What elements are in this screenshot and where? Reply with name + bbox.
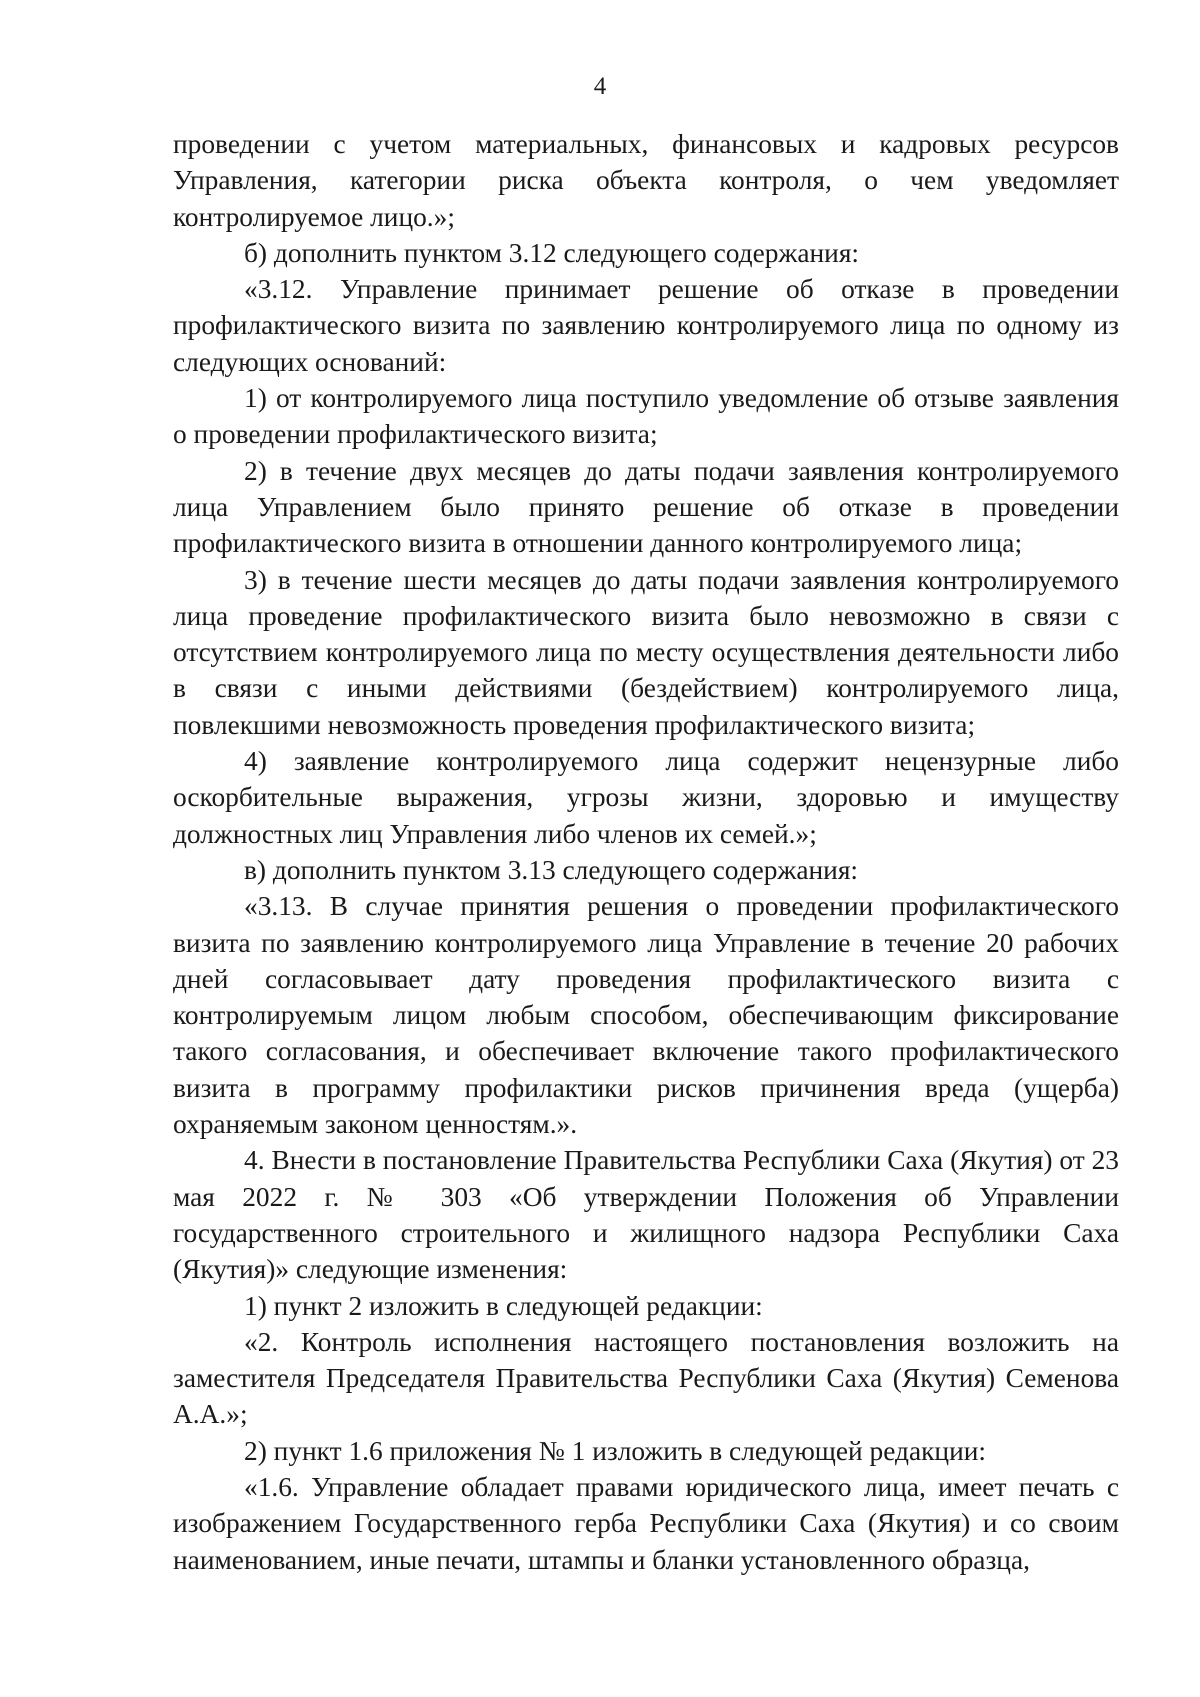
paragraph-section-4: 4. Внести в постановление Правительства Республики Саха (Якутия) от 23 мая 2022 г. № 303 «Об утверждении Положения об Управлении государственного строительного и жилищного надзора Республики Саха (Якутия)» следующие изменения: xyxy=(173,1145,1119,1285)
paragraph-item-v: в) дополнить пунктом 3.13 следующего содержания: xyxy=(244,854,859,885)
paragraph-change-1: 1) пункт 2 изложить в следующей редакции: xyxy=(244,1290,763,1321)
paragraph-clause-2: «2. Контроль исполнения настоящего постановления возложить на заместителя Председателя Правительства Республики Саха (Якутия) Семенова А.А.»; xyxy=(173,1326,1119,1430)
paragraph-clause-1-6: «1.6. Управление обладает правами юридического лица, имеет печать с изображением Государственного герба Республики Саха (Якутия) и со своим наименованием, иные печати, штампы и бланки установленного образца, xyxy=(173,1471,1119,1575)
page-number: 4 xyxy=(593,73,607,100)
document-body xyxy=(173,126,1119,1578)
paragraph-ground-2: 2) в течение двух месяцев до даты подачи заявления контролируемого лица Управлением было принято решение об отказе в проведении профилактического визита в отношении данного контролируемого лица; xyxy=(173,455,1119,559)
paragraph-continuation: проведении с учетом материальных, финансовых и кадровых ресурсов Управления, категории риска объекта контроля, о чем уведомляет контролируемое лицо.»; xyxy=(173,129,1119,232)
paragraph-ground-4: 4) заявление контролируемого лица содержит нецензурные либо оскорбительные выражения, угрозы жизни, здоровью и имуществу должностных лиц Управления либо членов их семей.»; xyxy=(173,746,1119,849)
paragraph-clause-3-13: «3.13. В случае принятия решения о проведении профилактического визита по заявлению контролируемого лица Управление в течение 20 рабочих дней согласовывает дату проведения профилактического визита с контролируемым лицом любым способом, обеспечивающим фиксирование такого согласования, и обеспечивает включение такого профилактического визита в программу профилактики рисков причинения вреда (ущерба) охраняемым законом ценностям.». xyxy=(173,891,1119,1140)
paragraph-change-2: 2) пункт 1.6 приложения № 1 изложить в следующей редакции: xyxy=(244,1435,987,1466)
paragraph-item-b: б) дополнить пунктом 3.12 следующего содержания: xyxy=(244,237,860,268)
paragraph-ground-3: 3) в течение шести месяцев до даты подачи заявления контролируемого лица проведение профилактического визита было невозможно в связи с отсутствием контролируемого лица по месту осуществления деятельности либо в связи с иными действиями (бездействием) контролируемого лица, повлекшими невозможность проведения профилактического визита; xyxy=(173,564,1119,740)
paragraph-clause-3-12: «3.12. Управление принимает решение об отказе в проведении профилактического визита по заявлению контролируемого лица по одному из следующих оснований: xyxy=(173,274,1119,377)
paragraph-ground-1: 1) от контролируемого лица поступило уведомление об отзыве заявления о проведении профилактического визита; xyxy=(173,383,1119,450)
